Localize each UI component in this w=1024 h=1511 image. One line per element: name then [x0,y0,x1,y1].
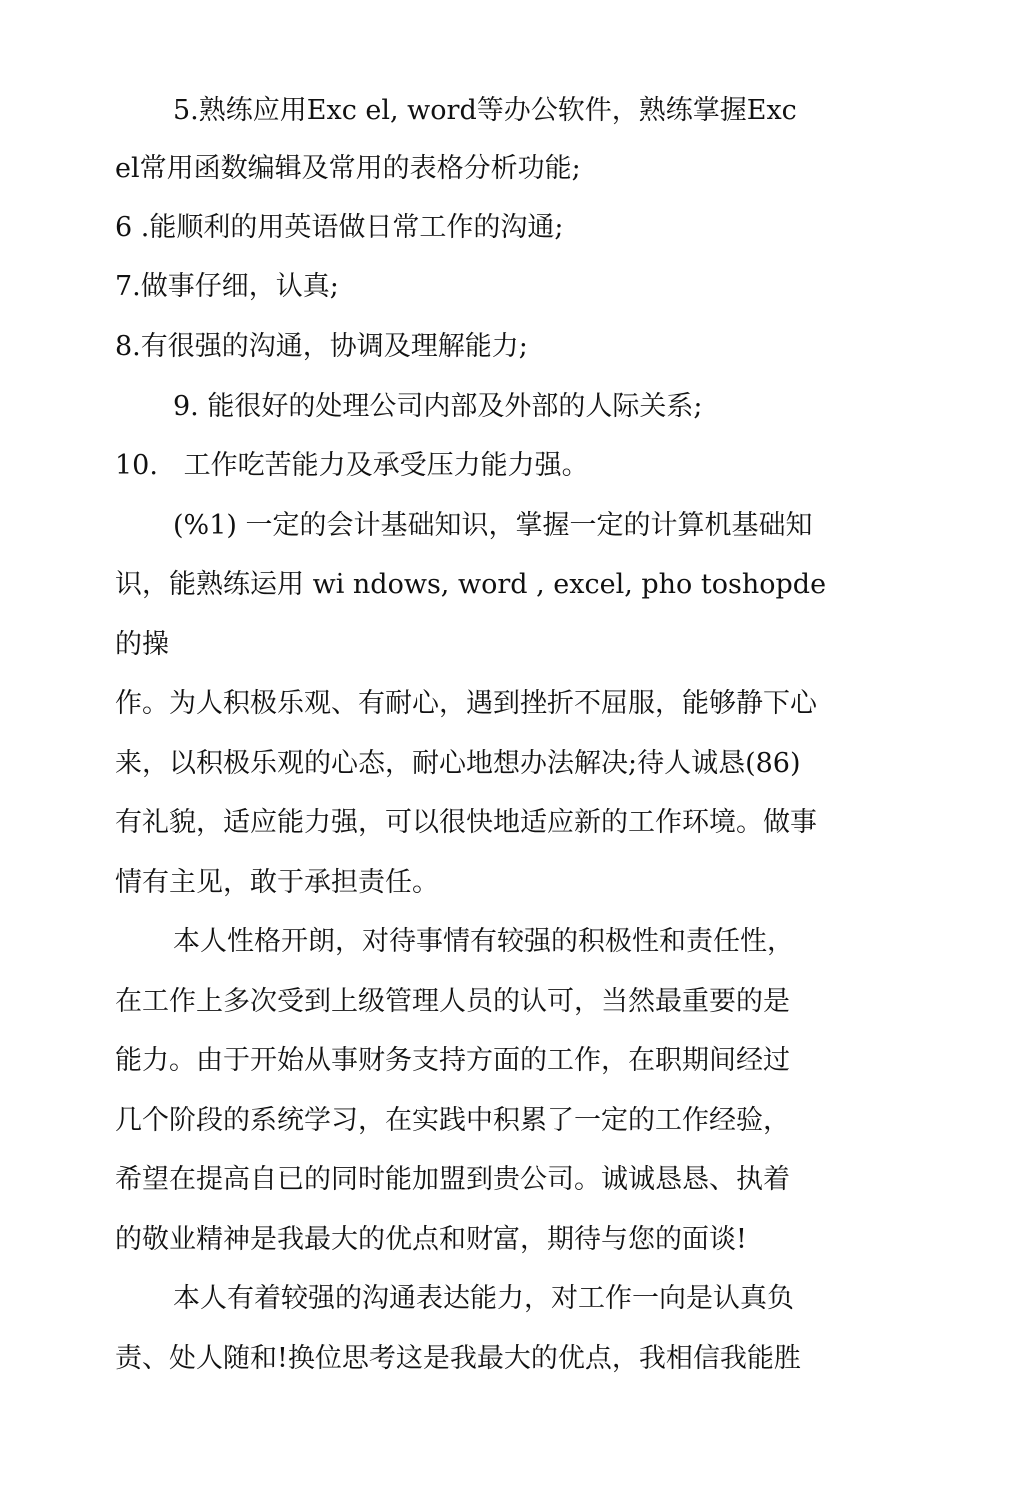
text-line-8: (%1) 一定的会计基础知识，掌握一定的计算机基础知 [173,510,813,541]
text-line-13: 有礼貌，适应能力强，可以很快地适应新的工作环境。做事 [115,807,817,838]
text-line-7: 10. 工作吃苦能力及承受压力能力强。 [115,450,589,481]
text-line-5: 8.有很强的沟通，协调及理解能力; [115,331,528,362]
text-line-4: 7.做事仔细，认真; [115,271,339,302]
text-line-20: 的敬业精神是我最大的优点和财富，期待与您的面谈! [115,1224,747,1255]
text-line-17: 能力。由于开始从事财务支持方面的工作，在职期间经过 [115,1045,790,1076]
text-line-15: 本人性格开朗，对待事情有较强的积极性和责任性， [173,926,794,957]
text-line-19: 希望在提高自已的同时能加盟到贵公司。诚诚恳恳、执着 [115,1164,790,1195]
text-line-18: 几个阶段的系统学习，在实践中积累了一定的工作经验， [115,1105,790,1136]
text-line-9: 识，能熟练运用 wi ndows, word , excel, pho toshopde [115,569,827,600]
text-line-16: 在工作上多次受到上级管理人员的认可，当然最重要的是 [115,986,790,1017]
text-line-21: 本人有着较强的沟通表达能力，对工作一向是认真负 [173,1283,794,1314]
text-line-10: 的操 [115,629,169,660]
text-line-1: 5.熟练应用Exc el, word等办公软件，熟练掌握Exc [173,95,797,126]
text-line-3: 6 .能顺利的用英语做日常工作的沟通; [115,212,564,243]
text-line-22: 责、处人随和!换位思考这是我最大的优点，我相信我能胜 [115,1343,801,1374]
text-line-11: 作。为人积极乐观、有耐心，遇到挫折不屈服，能够静下心 [115,688,817,719]
text-line-12: 来，以积极乐观的心态，耐心地想办法解决;待人诚恳(86) [115,748,801,779]
text-line-6: 9. 能很好的处理公司内部及外部的人际关系; [173,391,703,422]
text-line-14: 情有主见，敢于承担责任。 [115,867,439,898]
text-line-2: el常用函数编辑及常用的表格分析功能; [115,153,581,184]
